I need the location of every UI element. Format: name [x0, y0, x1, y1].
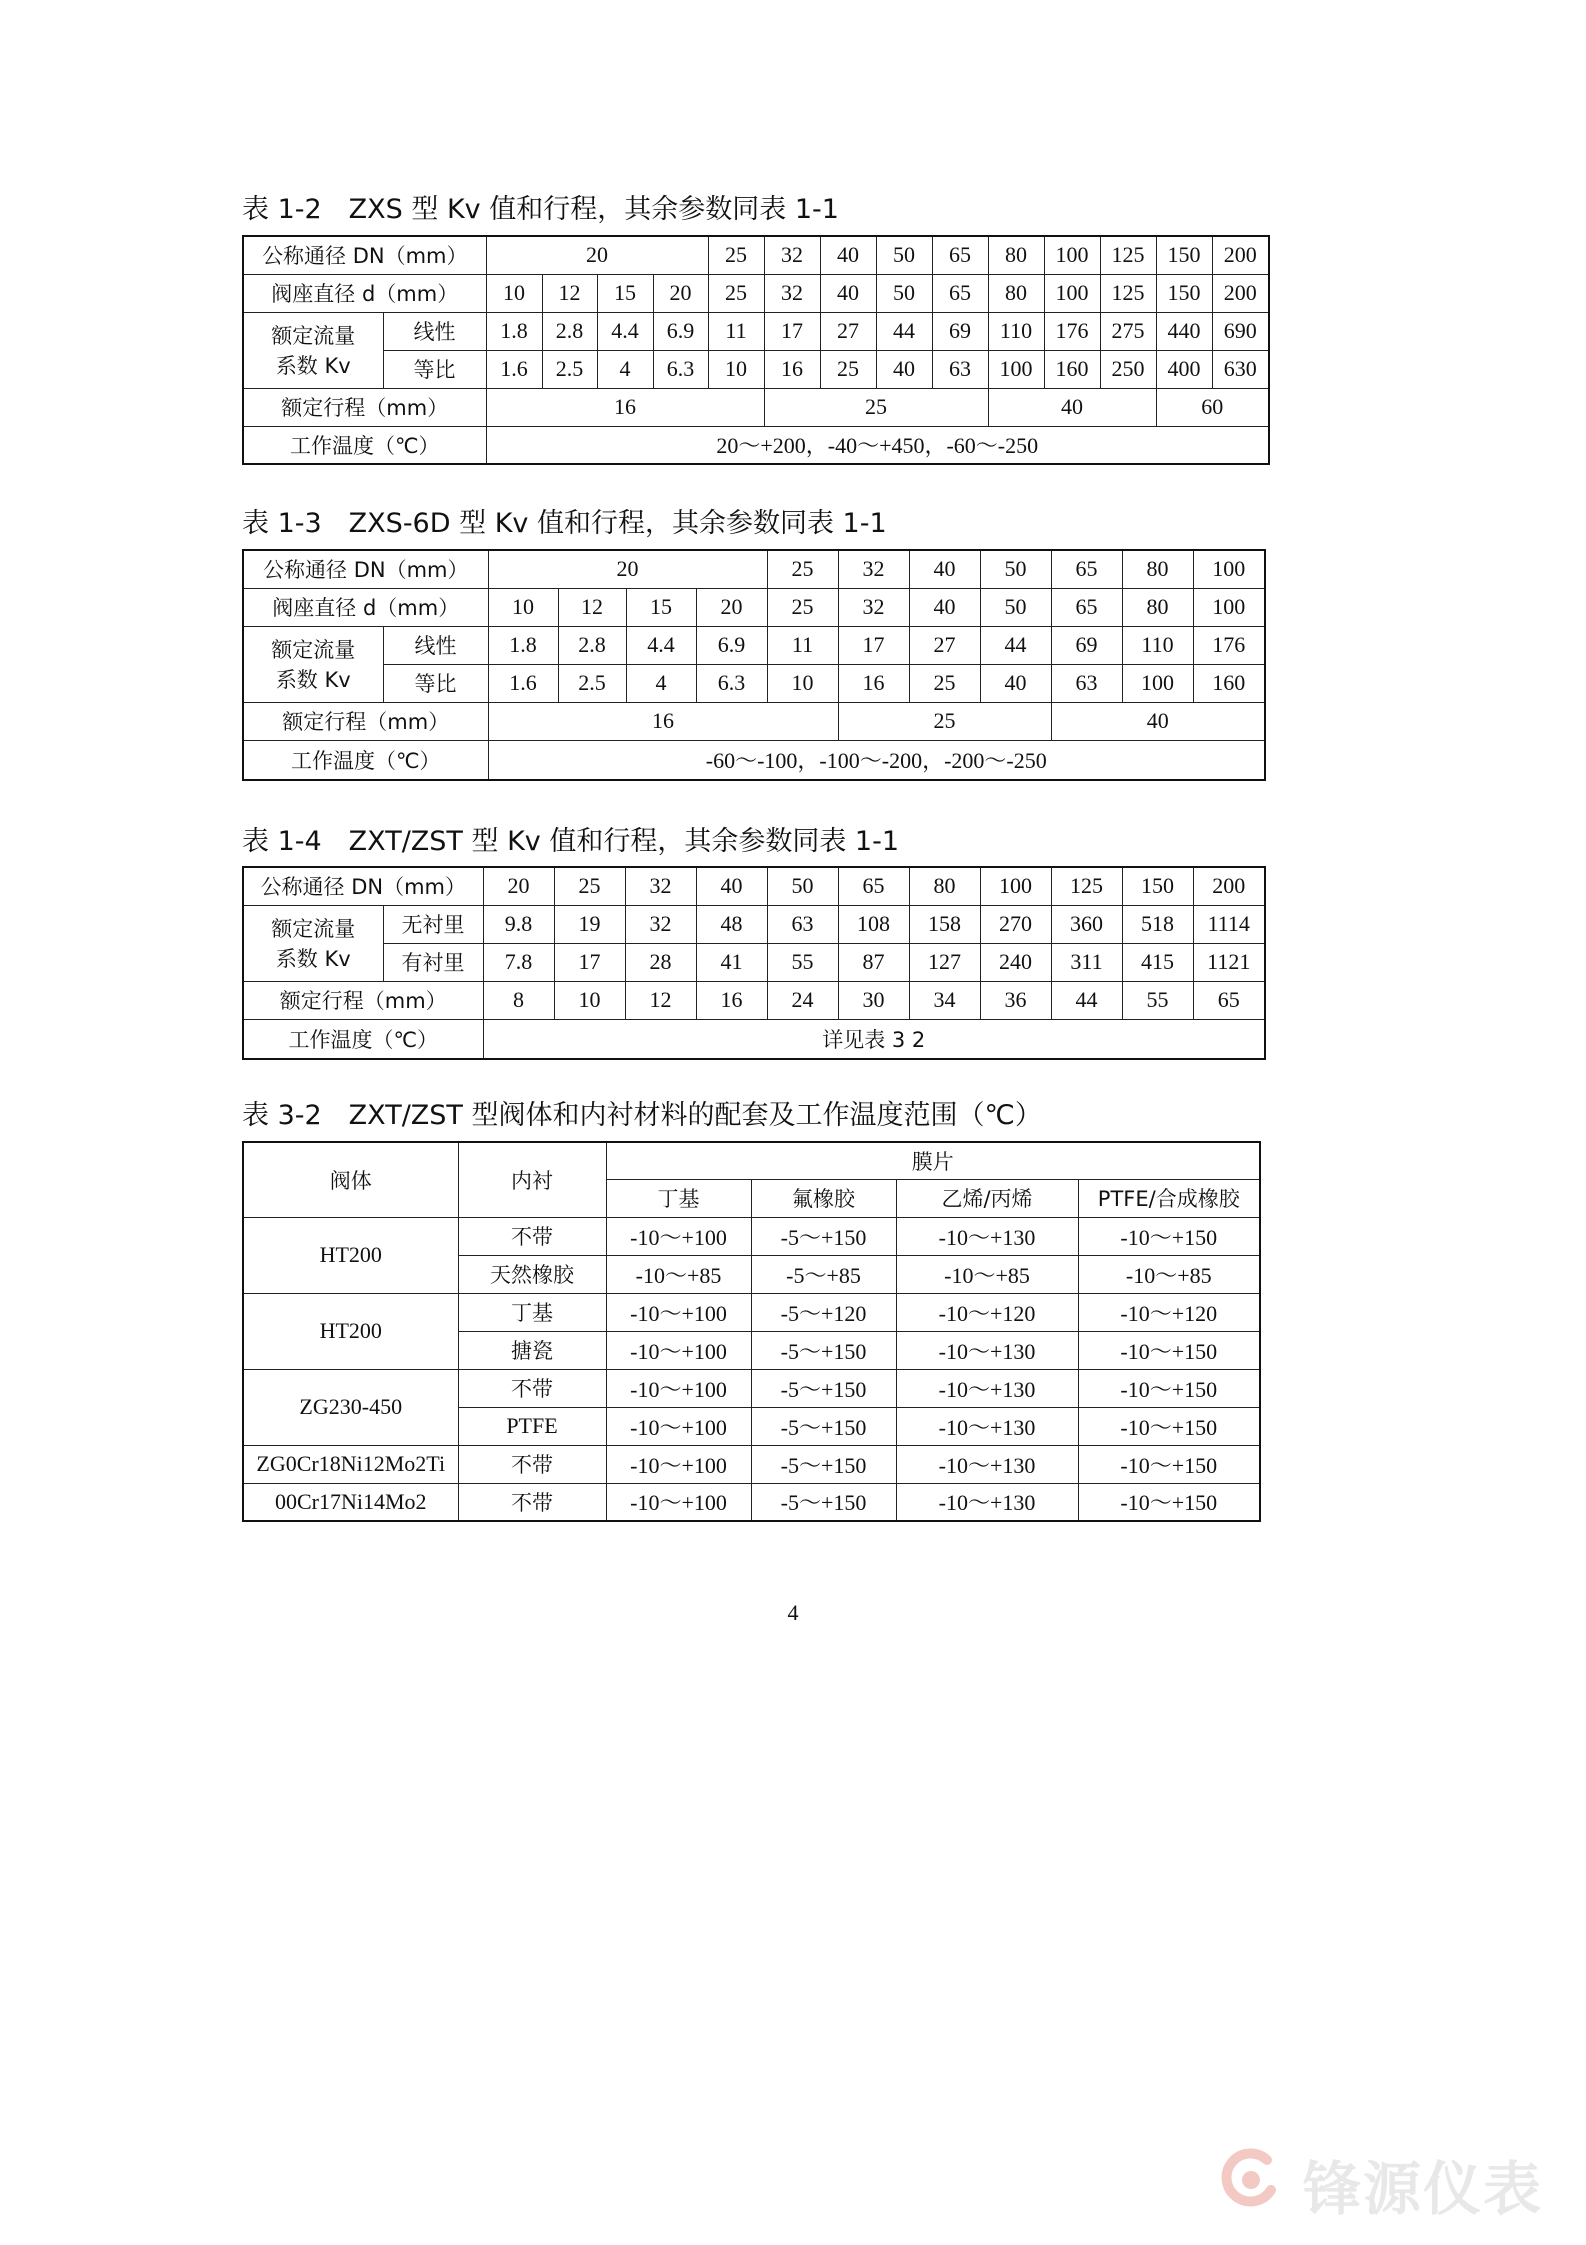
equal-row: [243, 664, 1265, 702]
seat-cell: 40: [909, 588, 980, 626]
watermark-text: 锋源仪表: [1303, 2155, 1544, 2223]
stroke-cell: 44: [1051, 981, 1122, 1019]
seat-cell: 10: [486, 274, 542, 312]
dn-cell: 80: [988, 236, 1044, 274]
lined-cell: 28: [625, 943, 696, 981]
equal-cell: 6.3: [653, 350, 708, 388]
equal-label: 等比: [383, 664, 488, 702]
temp-cell: -10～+85: [606, 1255, 751, 1293]
table-row: [243, 1369, 1260, 1407]
seat-cell: 80: [988, 274, 1044, 312]
linear-cell: 110: [988, 312, 1044, 350]
dn-cell: 40: [909, 550, 980, 588]
linear-cell: 690: [1212, 312, 1269, 350]
kv-label: [243, 905, 383, 981]
seat-row: [243, 274, 1269, 312]
dn-cell: 80: [909, 867, 980, 905]
equal-cell: 25: [820, 350, 876, 388]
temp-cell: -10～+130: [896, 1331, 1078, 1369]
lined-label: 有衬里: [383, 943, 483, 981]
temp-cell: -10～+100: [606, 1445, 751, 1483]
linear-cell: 440: [1156, 312, 1212, 350]
temp-row: [243, 1019, 1265, 1059]
equal-cell: 40: [876, 350, 932, 388]
dn-cell: 150: [1156, 236, 1212, 274]
linear-cell: 2.8: [558, 626, 626, 664]
header-lining: 内衬: [458, 1142, 606, 1217]
equal-cell: 100: [988, 350, 1044, 388]
seat-cell: 80: [1122, 588, 1193, 626]
seat-cell: 50: [876, 274, 932, 312]
lining-cell: 搪瓷: [458, 1331, 606, 1369]
stroke-cell: 40: [988, 388, 1156, 426]
seat-cell: 150: [1156, 274, 1212, 312]
dn-label: 公称通径 DN（mm）: [243, 236, 486, 274]
table-row: [243, 1483, 1260, 1521]
watermark: [1215, 2140, 1575, 2223]
stroke-cell: 24: [767, 981, 838, 1019]
equal-cell: 63: [1051, 664, 1122, 702]
dn-label: 公称通径 DN（mm）: [243, 867, 483, 905]
header-ptfe: PTFE/合成橡胶: [1078, 1179, 1260, 1217]
temp-label: 工作温度（℃）: [243, 426, 486, 464]
stroke-label: 额定行程（mm）: [243, 702, 488, 740]
stroke-label: 额定行程（mm）: [243, 388, 486, 426]
unlined-cell: 9.8: [483, 905, 554, 943]
seat-cell: 15: [626, 588, 696, 626]
lining-cell: 不带: [458, 1217, 606, 1255]
body-cell: HT200: [243, 1293, 458, 1369]
dn-cell: 100: [980, 867, 1051, 905]
linear-cell: 44: [876, 312, 932, 350]
temp-cell: -10～+150: [1078, 1407, 1260, 1445]
linear-cell: 1.8: [486, 312, 542, 350]
temp-cell: -10～+130: [896, 1445, 1078, 1483]
temp-cell: -10～+130: [896, 1483, 1078, 1521]
unlined-cell: 48: [696, 905, 767, 943]
header-fluoro: 氟橡胶: [751, 1179, 896, 1217]
seat-cell: 12: [558, 588, 626, 626]
seat-cell: 20: [696, 588, 767, 626]
unlined-cell: 63: [767, 905, 838, 943]
unlined-cell: 19: [554, 905, 625, 943]
lined-cell: 127: [909, 943, 980, 981]
table-1-4-caption: 表 1-4 ZXT/ZST 型 Kv 值和行程，其余参数同表 1-1: [242, 826, 900, 857]
temp-cell: -10～+85: [896, 1255, 1078, 1293]
stroke-cell: 12: [625, 981, 696, 1019]
dn-cell: 65: [1051, 550, 1122, 588]
stroke-label: 额定行程（mm）: [243, 981, 483, 1019]
lined-cell: 7.8: [483, 943, 554, 981]
unlined-cell: 360: [1051, 905, 1122, 943]
seat-cell: 32: [838, 588, 909, 626]
linear-cell: 6.9: [653, 312, 708, 350]
kv-label-line-1: 额定流量: [271, 917, 356, 941]
header-epdm: 乙烯/丙烯: [896, 1179, 1078, 1217]
lining-cell: 不带: [458, 1369, 606, 1407]
equal-cell: 16: [838, 664, 909, 702]
linear-cell: 6.9: [696, 626, 767, 664]
linear-cell: 17: [838, 626, 909, 664]
seat-cell: 32: [764, 274, 820, 312]
dn-cell: 65: [932, 236, 988, 274]
body-cell: ZG0Cr18Ni12Mo2Ti: [243, 1445, 458, 1483]
seat-label: 阀座直径 d（mm）: [243, 274, 486, 312]
temp-cell: -10～+130: [896, 1217, 1078, 1255]
seat-cell: 50: [980, 588, 1051, 626]
stroke-cell: 10: [554, 981, 625, 1019]
dn-cell: 50: [876, 236, 932, 274]
header-row: [243, 1142, 1260, 1179]
temp-cell: -10～+100: [606, 1293, 751, 1331]
equal-cell: 25: [909, 664, 980, 702]
unlined-label: 无衬里: [383, 905, 483, 943]
lined-cell: 87: [838, 943, 909, 981]
equal-cell: 1.6: [488, 664, 558, 702]
seat-cell: 100: [1044, 274, 1100, 312]
equal-cell: 630: [1212, 350, 1269, 388]
seat-cell: 12: [542, 274, 597, 312]
unlined-cell: 270: [980, 905, 1051, 943]
dn-label: 公称通径 DN（mm）: [243, 550, 488, 588]
header-body: 阀体: [243, 1142, 458, 1217]
dn-cell: 25: [708, 236, 764, 274]
equal-cell: 1.6: [486, 350, 542, 388]
equal-cell: 4: [626, 664, 696, 702]
linear-cell: 110: [1122, 626, 1193, 664]
body-cell: ZG230-450: [243, 1369, 458, 1445]
linear-cell: 1.8: [488, 626, 558, 664]
temp-label: 工作温度（℃）: [243, 1019, 483, 1059]
stroke-row: [243, 388, 1269, 426]
seat-cell: 40: [820, 274, 876, 312]
temp-label: 工作温度（℃）: [243, 740, 488, 780]
dn-cell: 32: [838, 550, 909, 588]
linear-cell: 176: [1193, 626, 1265, 664]
dn-cell: 80: [1122, 550, 1193, 588]
dn-cell: 65: [838, 867, 909, 905]
linear-label: 线性: [383, 626, 488, 664]
stroke-cell: 25: [838, 702, 1051, 740]
dn-cell: 125: [1051, 867, 1122, 905]
equal-cell: 63: [932, 350, 988, 388]
temp-cell: 20～+200，-40～+450，-60～-250: [486, 426, 1269, 464]
equal-cell: 160: [1193, 664, 1265, 702]
temp-cell: -5～+150: [751, 1407, 896, 1445]
stroke-cell: 34: [909, 981, 980, 1019]
stroke-cell: 8: [483, 981, 554, 1019]
dn-cell: 50: [980, 550, 1051, 588]
linear-cell: 27: [909, 626, 980, 664]
seat-label: 阀座直径 d（mm）: [243, 588, 488, 626]
linear-cell: 69: [932, 312, 988, 350]
linear-cell: 17: [764, 312, 820, 350]
equal-cell: 2.5: [558, 664, 626, 702]
stroke-row: [243, 702, 1265, 740]
kv-label: [243, 626, 383, 702]
temp-cell: -5～+85: [751, 1255, 896, 1293]
lined-cell: 415: [1122, 943, 1193, 981]
temp-cell: -10～+150: [1078, 1369, 1260, 1407]
equal-row: [243, 350, 1269, 388]
seat-cell: 10: [488, 588, 558, 626]
lining-cell: 天然橡胶: [458, 1255, 606, 1293]
linear-cell: 275: [1100, 312, 1156, 350]
lined-cell: 17: [554, 943, 625, 981]
dn-cell: 40: [696, 867, 767, 905]
table-row: [243, 1217, 1260, 1255]
temp-cell: -10～+120: [896, 1293, 1078, 1331]
stroke-cell: 16: [696, 981, 767, 1019]
equal-label: 等比: [383, 350, 486, 388]
stroke-cell: 30: [838, 981, 909, 1019]
dn-row: [243, 236, 1269, 274]
unlined-cell: 1114: [1193, 905, 1265, 943]
kv-label-line-2: 系数 Kv: [275, 354, 351, 378]
equal-cell: 400: [1156, 350, 1212, 388]
dn-cell: 100: [1193, 550, 1265, 588]
stroke-cell: 16: [488, 702, 838, 740]
table-1-4: [242, 866, 1266, 1060]
temp-cell: -10～+100: [606, 1483, 751, 1521]
temp-cell: -10～+120: [1078, 1293, 1260, 1331]
temp-cell: -10～+100: [606, 1217, 751, 1255]
stroke-cell: 16: [486, 388, 764, 426]
linear-cell: 69: [1051, 626, 1122, 664]
equal-cell: 2.5: [542, 350, 597, 388]
dn-cell: 32: [625, 867, 696, 905]
dn-cell: 125: [1100, 236, 1156, 274]
stroke-cell: 65: [1193, 981, 1265, 1019]
lined-cell: 240: [980, 943, 1051, 981]
linear-row: [243, 312, 1269, 350]
dn-cell: 20: [483, 867, 554, 905]
unlined-cell: 108: [838, 905, 909, 943]
kv-label-line-1: 额定流量: [271, 638, 356, 662]
temp-cell: -10～+150: [1078, 1217, 1260, 1255]
lining-cell: 丁基: [458, 1293, 606, 1331]
dn-cell: 100: [1044, 236, 1100, 274]
dn-cell: 200: [1193, 867, 1265, 905]
dn-cell: 40: [820, 236, 876, 274]
seat-cell: 15: [597, 274, 653, 312]
linear-cell: 27: [820, 312, 876, 350]
dn-row: [243, 550, 1265, 588]
lined-cell: 1121: [1193, 943, 1265, 981]
equal-cell: 6.3: [696, 664, 767, 702]
seat-row: [243, 588, 1265, 626]
table-1-3: [242, 549, 1266, 781]
linear-cell: 11: [708, 312, 764, 350]
temp-row: [243, 426, 1269, 464]
header-nbr: 丁基: [606, 1179, 751, 1217]
temp-cell: -5～+150: [751, 1369, 896, 1407]
seat-cell: 65: [1051, 588, 1122, 626]
equal-cell: 40: [980, 664, 1051, 702]
temp-cell: -5～+150: [751, 1331, 896, 1369]
stroke-cell: 55: [1122, 981, 1193, 1019]
equal-cell: 10: [708, 350, 764, 388]
linear-label: 线性: [383, 312, 486, 350]
temp-cell: -10～+85: [1078, 1255, 1260, 1293]
linear-cell: 2.8: [542, 312, 597, 350]
linear-cell: 4.4: [626, 626, 696, 664]
kv-label-line-2: 系数 Kv: [275, 668, 351, 692]
stroke-cell: 25: [764, 388, 988, 426]
unlined-cell: 158: [909, 905, 980, 943]
dn-cell: 50: [767, 867, 838, 905]
temp-cell: -10～+150: [1078, 1483, 1260, 1521]
kv-label-line-2: 系数 Kv: [275, 947, 351, 971]
dn-cell: 200: [1212, 236, 1269, 274]
lined-cell: 41: [696, 943, 767, 981]
table-3-2: [242, 1141, 1261, 1522]
stroke-cell: 36: [980, 981, 1051, 1019]
temp-cell: -5～+120: [751, 1293, 896, 1331]
dn-cell: 25: [767, 550, 838, 588]
equal-cell: 250: [1100, 350, 1156, 388]
temp-row: [243, 740, 1265, 780]
seat-cell: 65: [932, 274, 988, 312]
seat-cell: 200: [1212, 274, 1269, 312]
seat-cell: 125: [1100, 274, 1156, 312]
linear-cell: 4.4: [597, 312, 653, 350]
lining-cell: 不带: [458, 1483, 606, 1521]
unlined-cell: 518: [1122, 905, 1193, 943]
temp-cell: -10～+100: [606, 1331, 751, 1369]
table-3-2-caption: 表 3-2 ZXT/ZST 型阀体和内衬材料的配套及工作温度范围（℃）: [242, 1100, 1042, 1131]
seat-cell: 25: [767, 588, 838, 626]
dn-cell: 150: [1122, 867, 1193, 905]
dn-cell: 20: [486, 236, 708, 274]
linear-row: [243, 626, 1265, 664]
table-1-2-caption: 表 1-2 ZXS 型 Kv 值和行程，其余参数同表 1-1: [242, 194, 839, 225]
temp-cell: -10～+100: [606, 1369, 751, 1407]
temp-cell: -10～+130: [896, 1369, 1078, 1407]
equal-cell: 100: [1122, 664, 1193, 702]
stroke-row: [243, 981, 1265, 1019]
temp-cell: -10～+100: [606, 1407, 751, 1445]
equal-cell: 10: [767, 664, 838, 702]
stroke-cell: 40: [1051, 702, 1265, 740]
table-1-3-caption: 表 1-3 ZXS-6D 型 Kv 值和行程，其余参数同表 1-1: [242, 508, 887, 539]
temp-cell: -5～+150: [751, 1483, 896, 1521]
dn-row: [243, 867, 1265, 905]
equal-cell: 16: [764, 350, 820, 388]
body-cell: HT200: [243, 1217, 458, 1293]
lined-cell: 311: [1051, 943, 1122, 981]
lining-cell: 不带: [458, 1445, 606, 1483]
lined-cell: 55: [767, 943, 838, 981]
dn-cell: 25: [554, 867, 625, 905]
lined-row: [243, 943, 1265, 981]
brand-logo-icon: [1215, 2146, 1281, 2212]
equal-cell: 160: [1044, 350, 1100, 388]
kv-label-line-1: 额定流量: [271, 324, 356, 348]
temp-cell: -10～+150: [1078, 1331, 1260, 1369]
seat-cell: 25: [708, 274, 764, 312]
stroke-cell: 60: [1156, 388, 1269, 426]
table-1-2: [242, 235, 1270, 465]
temp-cell: -5～+150: [751, 1217, 896, 1255]
table-row: [243, 1293, 1260, 1331]
lining-cell: PTFE: [458, 1407, 606, 1445]
unlined-row: [243, 905, 1265, 943]
temp-cell: -5～+150: [751, 1445, 896, 1483]
dn-cell: 32: [764, 236, 820, 274]
table-row: [243, 1445, 1260, 1483]
kv-label: [243, 312, 383, 388]
temp-cell: -60～-100，-100～-200，-200～-250: [488, 740, 1265, 780]
linear-cell: 176: [1044, 312, 1100, 350]
temp-cell: 详见表 3 2: [483, 1019, 1265, 1059]
unlined-cell: 32: [625, 905, 696, 943]
linear-cell: 11: [767, 626, 838, 664]
seat-cell: 20: [653, 274, 708, 312]
dn-cell: 20: [488, 550, 767, 588]
temp-cell: -10～+150: [1078, 1445, 1260, 1483]
seat-cell: 100: [1193, 588, 1265, 626]
page-number: 4: [787, 1600, 799, 1625]
linear-cell: 44: [980, 626, 1051, 664]
body-cell: 00Cr17Ni14Mo2: [243, 1483, 458, 1521]
temp-cell: -10～+130: [896, 1407, 1078, 1445]
equal-cell: 4: [597, 350, 653, 388]
header-diaphragm: 膜片: [606, 1142, 1260, 1179]
